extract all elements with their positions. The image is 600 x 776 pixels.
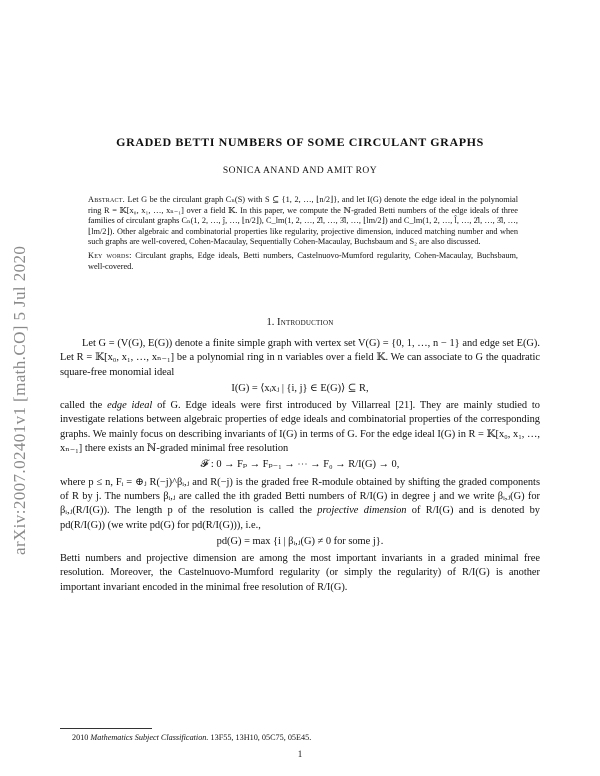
footnote-label: Mathematics Subject Classification.	[90, 733, 209, 742]
abstract-block	[88, 195, 518, 275]
footnote-codes: 13F55, 13H10, 05C75, 05E45.	[210, 733, 312, 742]
section-title: Introduction	[277, 317, 334, 328]
p2-text-b: of G. Edge ideals were first introduced by Villarreal [21]. They are mainly studied to investigate relations between algebraic properties of edge ideals and combinatorial properties of the corresponding graphs. We mainly focus on describing invariants of I(G) in terms of G. For the edge ideal I(G) in R = 𝕂[x₀, x₁, …, xₙ₋₁] there exists an ℕ-graded minimal free resolution	[60, 400, 540, 455]
keywords-paragraph	[88, 251, 518, 272]
equation-edge-ideal: I(G) = ⟨xᵢxⱼ | {i, j} ∈ E(G)⟩ ⊆ R,	[231, 382, 369, 394]
body-paragraph-2	[60, 399, 540, 456]
footnote-rule	[60, 728, 152, 729]
footnote-year: 2010	[72, 733, 89, 742]
paper-authors: SONICA ANAND AND AMIT ROY	[222, 166, 378, 176]
body-paragraph-4: Betti numbers and projective dimension are among the most important invariants in a graded minimal free resolution. Moreover, the Castelnuovo-Mumford regularity (or simply the regularity) of R/I(G) is another important invariant encoded in the minimal free resolution of R/I(G).	[60, 553, 540, 593]
arxiv-stamp: arXiv:2007.02401v1 [math.CO] 5 Jul 2020	[10, 245, 29, 555]
paper-title: GRADED BETTI NUMBERS OF SOME CIRCULANT GRAPHS	[116, 135, 484, 149]
body-paragraph-1: Let G = (V(G), E(G)) denote a finite simple graph with vertex set V(G) = {0, 1, …, n − 1} and edge set E(G). Let R = 𝕂[x₀, x₁, …, xₙ₋₁] be a polynomial ring in n variables over a field 𝕂. We can associate to G the quadratic square-free monomial ideal	[60, 338, 540, 378]
abstract-paragraph	[88, 195, 518, 248]
p3-text-a: where p ≤ n, Fᵢ = ⊕ⱼ R(−j)^βᵢ,ⱼ and R(−j) is the graded free R-module obtained by shifting the graded components of R by j. The numbers βᵢ,ⱼ are called the ith graded Betti numbers of R/I(G) in degree j and we write βᵢ,ⱼ(G) for βᵢ,ⱼ(R/I(G)). The length p of the resolution is called the	[60, 476, 540, 517]
equation-resolution: 𝓕 : 0 → Fₚ → Fₚ₋₁ → ⋯ → F₀ → R/I(G) → 0,	[200, 459, 400, 471]
equation-pd: pd(G) = max {i | βᵢ,ⱼ(G) ≠ 0 for some j}.	[216, 535, 384, 547]
p3-text-b: of R/I(G) and is denoted by pd(R/I(G)) (we write pd(G) for pd(R/I(G))), i.e.,	[60, 505, 540, 531]
section-number: 1.	[266, 317, 275, 328]
keywords-label: Key words:	[88, 250, 132, 260]
keywords-text: Circulant graphs, Edge ideals, Betti numbers, Castelnuovo-Mumford regularity, Cohen-Macaulay, Buchsbaum, well-covered.	[88, 250, 519, 271]
footnote	[60, 733, 540, 742]
abstract-text: Let G be the circulant graph Cₙ(S) with S ⊆ {1, 2, …, ⌊n/2⌋}, and let I(G) denote the edge ideal in the polynomial ring R = 𝕂[x₀, x₁, …, xₙ₋₁] over a field 𝕂. In this paper, we compute the ℕ-graded Betti numbers of the edge ideals of three families of circulant graphs Cₙ(1, 2, …, ĵ, …, ⌊n/2⌋), C_lm(1, 2, …, 2̂l, …, 3̂l, …, ⌊lm/2⌋) and C_lm(1, 2, …, l̂, …, 2̂l, …, 3̂l, …, ⌊lm/2⌋). Other algebraic and combinatorial properties like regularity, projective dimension, induced matching number and when such graphs are well-covered, Cohen-Macaulay, Sequentially Cohen-Macaulay, Buchsbaum and S₂ are also discussed.	[88, 195, 518, 247]
body-text	[60, 337, 540, 595]
section-heading	[60, 317, 540, 328]
abstract-label: Abstract.	[88, 195, 125, 204]
body-paragraph-3	[60, 476, 540, 533]
term-projective-dimension: projective dimension	[317, 505, 407, 517]
p2-text-a: called the	[60, 400, 108, 412]
term-edge-ideal: edge ideal	[107, 400, 153, 412]
page-number: 1	[297, 749, 303, 759]
